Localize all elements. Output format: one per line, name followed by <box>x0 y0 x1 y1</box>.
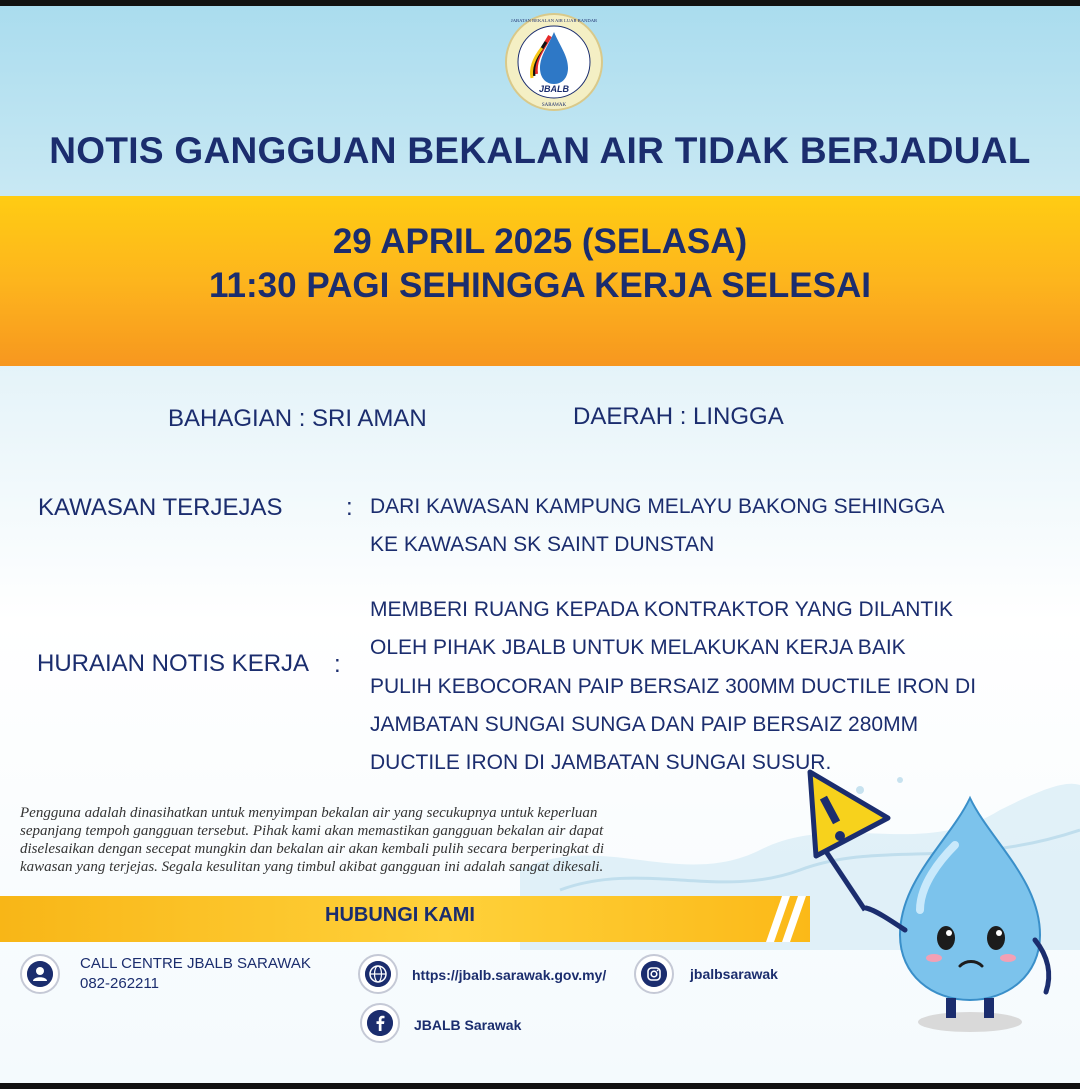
schedule-date: 29 APRIL 2025 (SELASA) <box>332 222 748 261</box>
huraian-label: HURAIAN NOTIS KERJA <box>37 650 310 677</box>
warning-sign-icon <box>810 772 888 856</box>
website-link[interactable]: https://jbalb.sarawak.gov.my/ <box>412 967 607 983</box>
person-icon <box>20 954 60 994</box>
logo-brand: JBALB <box>538 84 570 94</box>
huraian-line: JAMBATAN SUNGAI SUNGA DAN PAIP BERSAIZ 280MM <box>370 713 919 736</box>
phone-number[interactable]: 082-262211 <box>80 975 159 992</box>
page-title: NOTIS GANGGUAN BEKALAN AIR TIDAK BERJADUAL <box>49 130 1031 171</box>
advice-line: kawasan yang terjejas. Segala kesulitan yang timbul akibat gangguan ini adalah sangat dikesali. <box>20 859 604 875</box>
advice-paragraph <box>20 804 780 876</box>
water-drop-mascot <box>770 760 1070 1040</box>
kawasan-line: KE KAWASAN SK SAINT DUNSTAN <box>370 533 715 556</box>
daerah-text: DAERAH : LINGGA <box>573 403 784 430</box>
top-border <box>0 0 1080 6</box>
instagram-handle[interactable]: jbalbsarawak <box>690 966 778 982</box>
advice-line: Pengguna adalah dinasihatkan untuk menyimpan bekalan air yang secukupnya untuk keperluan <box>20 805 598 821</box>
logo-ring-text: JABATAN BEKALAN AIR LUAR BANDAR <box>510 18 598 23</box>
instagram-icon <box>634 954 674 994</box>
schedule-time: 11:30 PAGI SEHINGGA KERJA SELESAI <box>209 266 871 305</box>
huraian-colon: : <box>334 651 341 678</box>
facebook-icon <box>360 1003 400 1043</box>
huraian-line: OLEH PIHAK JBALB UNTUK MELAKUKAN KERJA BAIK <box>370 636 906 659</box>
logo-bottom-text: SARAWAK <box>541 103 567 108</box>
kawasan-label: KAWASAN TERJEJAS <box>38 494 283 521</box>
bahagian-text: BAHAGIAN : SRI AMAN <box>168 405 427 432</box>
jbalb-logo <box>504 12 604 112</box>
huraian-line: PULIH KEBOCORAN PAIP BERSAIZ 300MM DUCTILE IRON DI <box>370 675 977 698</box>
bottom-border <box>0 1083 1080 1089</box>
contact-title: HUBUNGI KAMI <box>325 904 475 926</box>
facebook-page[interactable]: JBALB Sarawak <box>414 1017 522 1033</box>
huraian-line: MEMBERI RUANG KEPADA KONTRAKTOR YANG DILANTIK <box>370 598 954 621</box>
advice-line: diselesaikan dengan secepat mungkin dan bekalan air akan kembali pulih secara berperingkat di <box>20 841 605 857</box>
kawasan-colon: : <box>346 494 353 521</box>
advice-line: sepanjang tempoh gangguan tersebut. Pihak kami akan memastikan gangguan bekalan air dapat <box>20 823 604 839</box>
call-centre-label: CALL CENTRE JBALB SARAWAK <box>80 955 311 972</box>
globe-icon <box>358 954 398 994</box>
huraian-line: DUCTILE IRON DI JAMBATAN SUNGAI SUSUR. <box>370 751 832 774</box>
kawasan-line: DARI KAWASAN KAMPUNG MELAYU BAKONG SEHINGGA <box>370 495 945 518</box>
